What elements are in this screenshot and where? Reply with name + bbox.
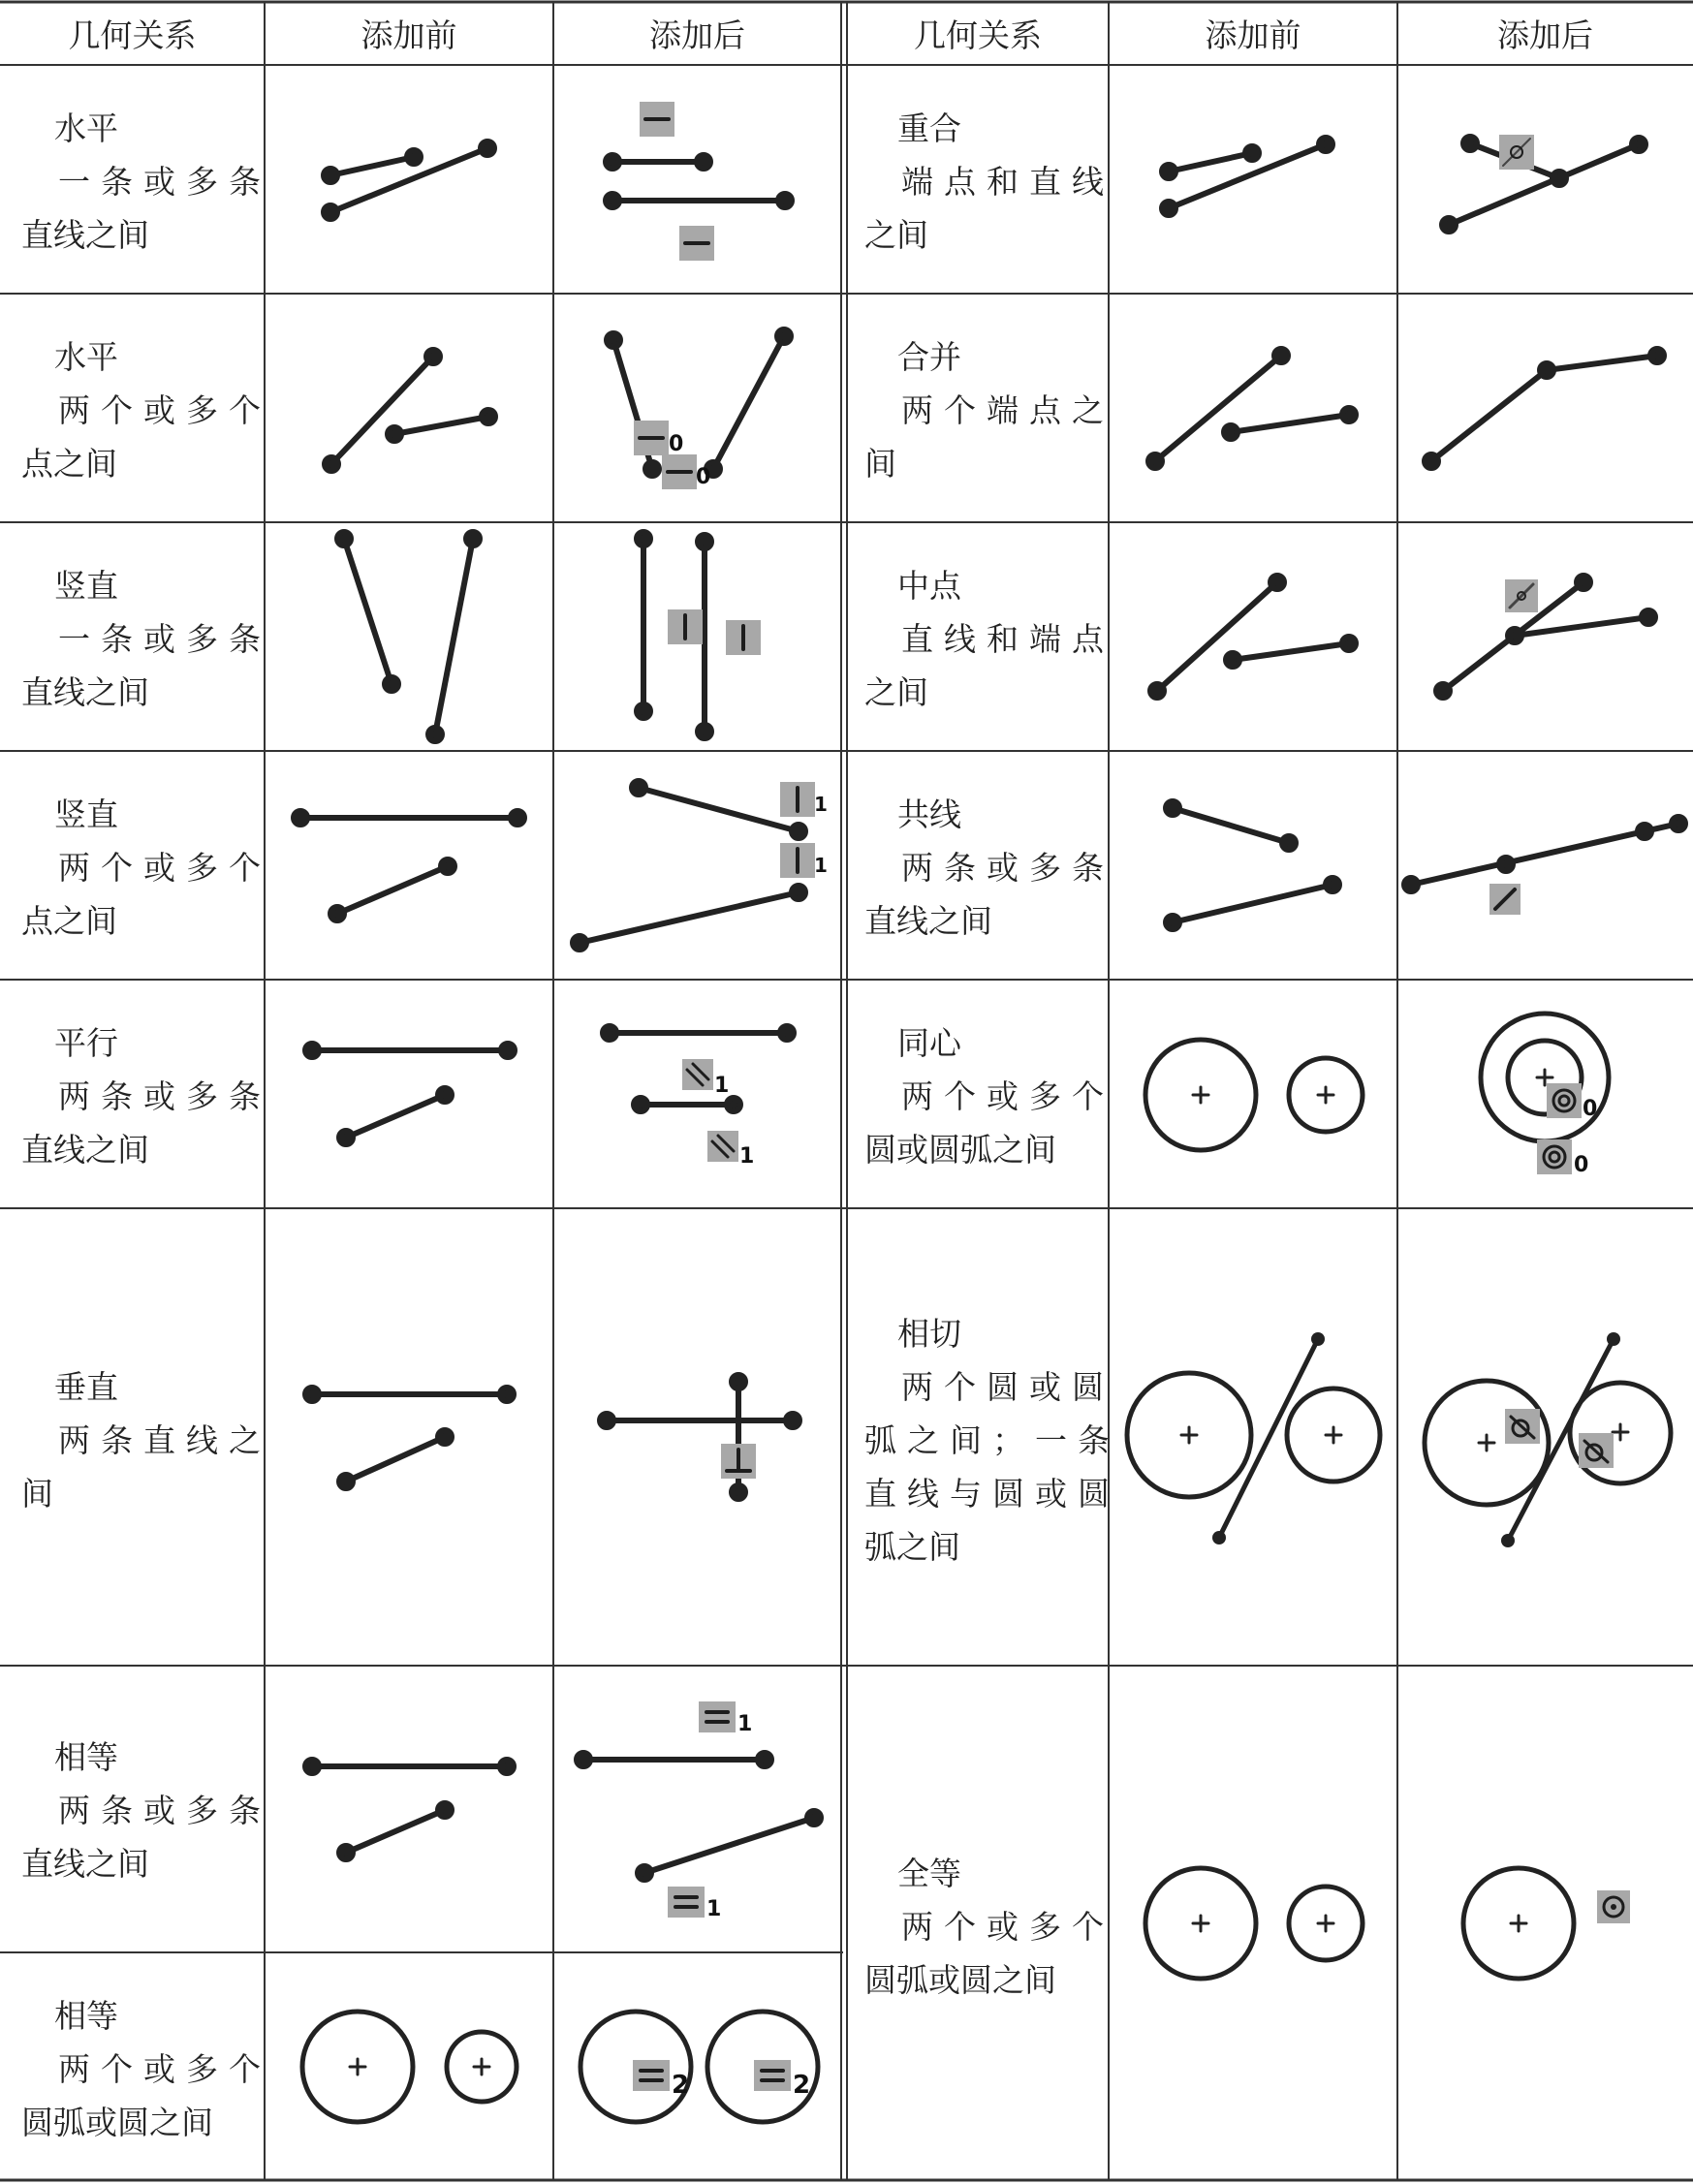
relation-name: 垂直 [54,1368,118,1406]
relation-name: 全等 [897,1855,961,1892]
fig-concentric-before [1145,1040,1363,1150]
fig-coincident-before [1162,138,1332,215]
fig-equal-lines-before [305,1760,514,1859]
fig-collinear-before [1166,801,1339,929]
fig-midpoint-after [1436,576,1655,698]
fig-merge-after [1425,349,1664,468]
header-relation-right: 几何关系 [914,16,1042,54]
fig-horizontal-lines-after [606,102,792,261]
badge-index: 0 [696,465,711,489]
relation-scope-cont: 之间 [864,216,928,254]
badge-index: 0 [669,432,684,456]
relation-name: 竖直 [54,796,118,833]
relation-scope-cont: 直线之间 [21,1131,149,1169]
fig-midpoint-before [1150,576,1356,698]
relation-scope: 直线和端点 [901,620,1114,658]
fig-congruent-before [1145,1868,1363,1979]
relation-scope-cont: 间 [21,1475,53,1513]
badge-index: 1 [714,1074,730,1098]
fig-vertical-points-before [294,811,524,920]
fig-perpendicular-before [305,1388,514,1488]
relation-scope: 两条直线之 [58,1421,271,1459]
relation-scope-cont: 圆或圆弧之间 [864,1131,1056,1169]
table-grid [0,2,1693,2180]
relation-scope-cont: 直线之间 [21,1845,149,1883]
fig-congruent-after [1463,1868,1630,1979]
perpendicular-badge [721,1444,756,1479]
relation-name: 竖直 [54,567,118,605]
header-before-left: 添加前 [361,16,457,54]
fig-vertical-lines-before [337,532,480,741]
relation-scope-cont: 直线之间 [21,216,149,254]
relation-scope: 两个或多个 [901,1908,1114,1946]
fig-vertical-lines-after [637,532,761,738]
badge-index: 1 [737,1712,753,1736]
relation-scope-cont: 之间 [864,673,928,711]
relation-scope: 两个或多个 [58,391,271,429]
relation-scope: 一条或多条 [58,163,271,201]
relation-scope: 两条或多条 [58,1077,271,1115]
relation-scope-cont: 直线与圆或圆 [864,1475,1120,1513]
fig-perpendicular-after [600,1375,799,1499]
relation-scope-cont: 直线之间 [21,673,149,711]
fig-concentric-after [1481,1014,1609,1174]
relation-scope-cont: 直线之间 [864,902,992,940]
badge-index: 2 [793,2071,811,2100]
relation-scope: 端点和直线 [901,163,1114,201]
badge-index: 1 [814,854,828,877]
fig-coincident-after [1442,135,1646,232]
badge-index: 0 [1583,1097,1598,1121]
relation-name: 合并 [897,338,961,376]
relation-scope-cont: 点之间 [21,445,117,483]
header-after-left: 添加后 [649,16,745,54]
header-before-right: 添加前 [1205,16,1301,54]
relation-scope: 两个或多个 [901,1077,1114,1115]
relation-scope: 两条或多条 [901,849,1114,887]
relation-scope-cont: 弧之间；一条 [864,1421,1120,1459]
fig-merge-before [1148,349,1356,468]
relation-name: 中点 [897,567,961,605]
fig-tangent-after [1425,1332,1671,1547]
header-relation-left: 几何关系 [68,16,197,54]
relation-name: 相切 [897,1315,961,1353]
relation-name: 相等 [54,1738,118,1776]
relation-name: 水平 [54,338,118,376]
relation-name: 共线 [897,796,961,833]
fig-vertical-points-after [573,781,815,950]
fig-parallel-before [305,1044,515,1144]
relation-name: 重合 [897,109,961,147]
fig-collinear-after [1404,817,1685,915]
fig-horizontal-lines-before [324,141,494,219]
relation-name: 同心 [897,1024,961,1062]
badge-index: 2 [672,2071,690,2100]
relation-scope-cont: 弧之间 [864,1528,960,1566]
relation-scope: 两个或多个 [58,849,271,887]
relation-scope: 两个或多个 [58,2050,271,2088]
fig-parallel-after [603,1026,794,1162]
badge-index: 1 [814,793,828,816]
header-after-right: 添加后 [1497,16,1593,54]
relation-scope: 两个端点之 [901,391,1114,429]
relation-scope: 两条或多条 [58,1792,271,1829]
fig-horizontal-points-before [325,350,495,471]
relation-scope-cont: 间 [864,445,896,483]
relation-name: 水平 [54,109,118,147]
relation-name: 相等 [54,1997,118,2035]
fig-tangent-before [1127,1332,1380,1544]
fig-equal-circles-before [302,2012,517,2122]
relation-scope: 两个圆或圆 [901,1368,1114,1406]
badge-index: 1 [739,1144,755,1169]
relation-scope: 一条或多条 [58,620,271,658]
relation-scope-cont: 圆弧或圆之间 [21,2104,213,2141]
relation-scope-cont: 点之间 [21,902,117,940]
fig-equal-circles-after [580,2012,818,2122]
fig-equal-lines-after [577,1701,821,1918]
badge-index: 0 [1574,1153,1589,1177]
badge-index: 1 [706,1897,722,1921]
relation-name: 平行 [54,1024,118,1062]
relation-scope-cont: 圆弧或圆之间 [864,1961,1056,1999]
